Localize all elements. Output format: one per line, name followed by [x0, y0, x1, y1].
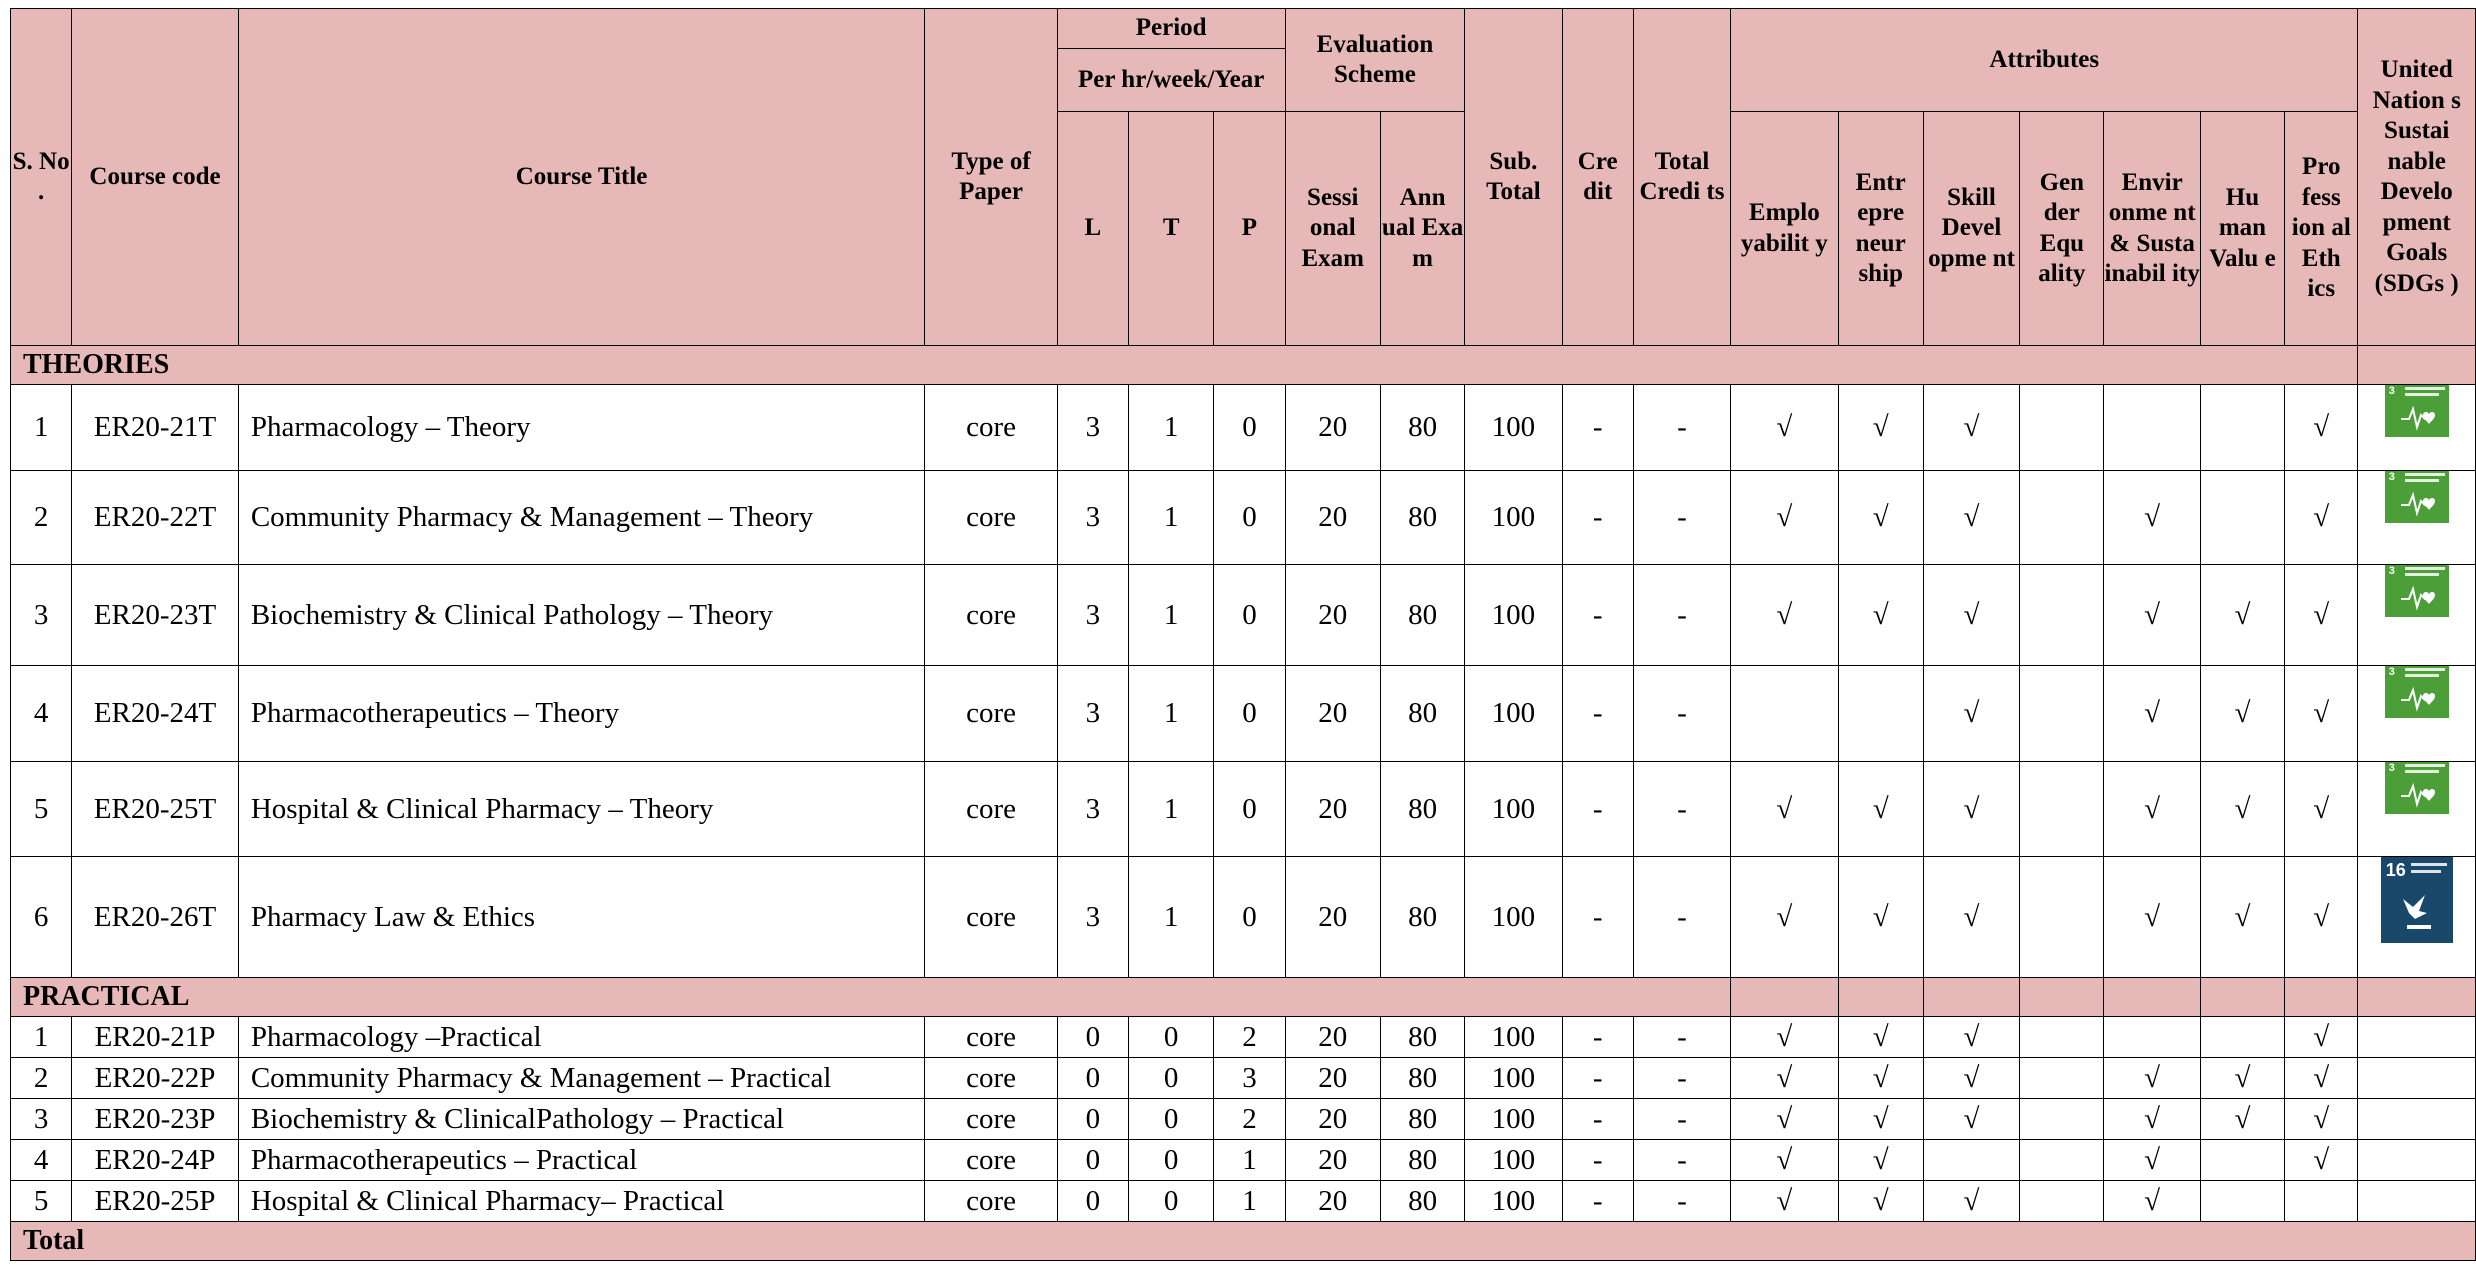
cell-employability: √ — [1731, 1181, 1838, 1222]
cell-sdg — [2358, 471, 2476, 565]
cell-sessional: 20 — [1285, 1058, 1380, 1099]
cell-employability: √ — [1731, 471, 1838, 565]
cell-course-code: ER20-23T — [72, 565, 239, 666]
cell-subtotal: 100 — [1465, 1058, 1562, 1099]
cell-p: 1 — [1214, 1181, 1285, 1222]
cell-sdg — [2358, 385, 2476, 471]
section-blank-cell — [2358, 346, 2476, 385]
cell-human-value: √ — [2200, 1099, 2284, 1140]
cell-environment: √ — [2104, 565, 2200, 666]
cell-entrepreneurship: √ — [1838, 1181, 1923, 1222]
cell-sessional: 20 — [1285, 1140, 1380, 1181]
cell-t: 0 — [1129, 1017, 1214, 1058]
cell-environment: √ — [2104, 1140, 2200, 1181]
cell-credit: - — [1562, 762, 1633, 857]
header-period: Period — [1057, 9, 1285, 49]
cell-environment: √ — [2104, 857, 2200, 978]
cell-professional-ethics: √ — [2285, 1058, 2358, 1099]
cell-type: core — [925, 471, 1057, 565]
cell-l: 0 — [1057, 1140, 1128, 1181]
cell-type: core — [925, 762, 1057, 857]
section-label-total: Total — [11, 1222, 2476, 1261]
cell-total-credits: - — [1633, 385, 1730, 471]
cell-gender-equality — [2020, 385, 2104, 471]
cell-employability: √ — [1731, 1017, 1838, 1058]
cell-sessional: 20 — [1285, 857, 1380, 978]
cell-course-title: Pharmacy Law & Ethics — [238, 857, 924, 978]
cell-annual: 80 — [1380, 565, 1464, 666]
cell-t: 1 — [1129, 471, 1214, 565]
cell-sno: 1 — [11, 385, 72, 471]
sdg-number: 16 — [2385, 860, 2406, 880]
cell-entrepreneurship: √ — [1838, 385, 1923, 471]
cell-entrepreneurship: √ — [1838, 762, 1923, 857]
cell-credit: - — [1562, 565, 1633, 666]
cell-sdg — [2358, 1058, 2476, 1099]
cell-l: 3 — [1057, 565, 1128, 666]
cell-course-title: Pharmacotherapeutics – Practical — [238, 1140, 924, 1181]
cell-entrepreneurship: √ — [1838, 857, 1923, 978]
cell-total-credits: - — [1633, 1099, 1730, 1140]
cell-gender-equality — [2020, 762, 2104, 857]
sdg-number: 3 — [2388, 565, 2395, 577]
cell-human-value: √ — [2200, 1058, 2284, 1099]
cell-environment — [2104, 385, 2200, 471]
cell-gender-equality — [2020, 1099, 2104, 1140]
cell-credit: - — [1562, 385, 1633, 471]
cell-course-title: Community Pharmacy & Management – Practical — [238, 1058, 924, 1099]
header-total-credits: Total Credi ts — [1633, 9, 1730, 346]
cell-t: 1 — [1129, 857, 1214, 978]
cell-professional-ethics: √ — [2285, 666, 2358, 762]
header-entrepreneurship: Entr epre neur ship — [1838, 112, 1923, 346]
cell-skill-development: √ — [1923, 1017, 2019, 1058]
cell-subtotal: 100 — [1465, 762, 1562, 857]
section-blank-cell — [2358, 978, 2476, 1017]
cell-l: 3 — [1057, 666, 1128, 762]
cell-skill-development: √ — [1923, 1099, 2019, 1140]
header-sessional-exam: Sessi onal Exam — [1285, 112, 1380, 346]
cell-gender-equality — [2020, 1017, 2104, 1058]
cell-entrepreneurship: √ — [1838, 1099, 1923, 1140]
cell-l: 0 — [1057, 1017, 1128, 1058]
cell-annual: 80 — [1380, 385, 1464, 471]
cell-sdg — [2358, 666, 2476, 762]
cell-p: 2 — [1214, 1017, 1285, 1058]
cell-environment: √ — [2104, 762, 2200, 857]
cell-annual: 80 — [1380, 1017, 1464, 1058]
cell-employability: √ — [1731, 1140, 1838, 1181]
cell-course-title: Hospital & Clinical Pharmacy– Practical — [238, 1181, 924, 1222]
table-row — [11, 471, 2476, 565]
header-course-code: Course code — [72, 9, 239, 346]
cell-annual: 80 — [1380, 666, 1464, 762]
cell-human-value — [2200, 1017, 2284, 1058]
cell-gender-equality — [2020, 857, 2104, 978]
header-gender-equality: Gen der Equ ality — [2020, 112, 2104, 346]
cell-l: 3 — [1057, 385, 1128, 471]
cell-total-credits: - — [1633, 1140, 1730, 1181]
cell-professional-ethics: √ — [2285, 1140, 2358, 1181]
cell-t: 1 — [1129, 762, 1214, 857]
cell-type: core — [925, 565, 1057, 666]
cell-t: 1 — [1129, 385, 1214, 471]
cell-type: core — [925, 385, 1057, 471]
header-environment-sustainability: Envir onme nt & Susta inabil ity — [2104, 112, 2200, 346]
cell-human-value — [2200, 385, 2284, 471]
cell-p: 3 — [1214, 1058, 1285, 1099]
sdg-3-good-health-icon — [2385, 471, 2449, 524]
header-evaluation-scheme: Evaluation Scheme — [1285, 9, 1465, 112]
cell-sdg — [2358, 1099, 2476, 1140]
cell-type: core — [925, 1181, 1057, 1222]
cell-sno: 2 — [11, 1058, 72, 1099]
cell-course-code: ER20-23P — [72, 1099, 239, 1140]
cell-credit: - — [1562, 471, 1633, 565]
cell-l: 3 — [1057, 762, 1128, 857]
cell-gender-equality — [2020, 1181, 2104, 1222]
cell-sno: 3 — [11, 565, 72, 666]
header-professional-ethics: Pro fess ion al Eth ics — [2285, 112, 2358, 346]
section-blank-cell — [2200, 978, 2284, 1017]
sdg-number: 3 — [2388, 762, 2395, 774]
cell-credit: - — [1562, 1140, 1633, 1181]
cell-human-value: √ — [2200, 857, 2284, 978]
header-l: L — [1057, 112, 1128, 346]
cell-total-credits: - — [1633, 857, 1730, 978]
cell-sno: 3 — [11, 1099, 72, 1140]
cell-t: 1 — [1129, 666, 1214, 762]
cell-total-credits: - — [1633, 666, 1730, 762]
cell-skill-development: √ — [1923, 385, 2019, 471]
cell-entrepreneurship — [1838, 666, 1923, 762]
cell-sno: 6 — [11, 857, 72, 978]
cell-subtotal: 100 — [1465, 1181, 1562, 1222]
cell-subtotal: 100 — [1465, 666, 1562, 762]
cell-annual: 80 — [1380, 1140, 1464, 1181]
cell-course-code: ER20-24T — [72, 666, 239, 762]
cell-p: 0 — [1214, 857, 1285, 978]
cell-course-title: Hospital & Clinical Pharmacy – Theory — [238, 762, 924, 857]
cell-professional-ethics: √ — [2285, 565, 2358, 666]
cell-sdg — [2358, 1181, 2476, 1222]
cell-l: 3 — [1057, 857, 1128, 978]
cell-employability: √ — [1731, 1058, 1838, 1099]
cell-professional-ethics: √ — [2285, 471, 2358, 565]
cell-credit: - — [1562, 1058, 1633, 1099]
cell-annual: 80 — [1380, 1181, 1464, 1222]
cell-total-credits: - — [1633, 1181, 1730, 1222]
cell-total-credits: - — [1633, 565, 1730, 666]
cell-entrepreneurship: √ — [1838, 471, 1923, 565]
cell-type: core — [925, 1140, 1057, 1181]
cell-annual: 80 — [1380, 1099, 1464, 1140]
cell-sno: 2 — [11, 471, 72, 565]
cell-entrepreneurship: √ — [1838, 565, 1923, 666]
cell-p: 0 — [1214, 565, 1285, 666]
cell-environment — [2104, 1017, 2200, 1058]
cell-p: 0 — [1214, 762, 1285, 857]
cell-skill-development: √ — [1923, 1181, 2019, 1222]
cell-skill-development: √ — [1923, 471, 2019, 565]
cell-gender-equality — [2020, 471, 2104, 565]
sdg-number: 3 — [2388, 471, 2395, 483]
cell-skill-development — [1923, 1140, 2019, 1181]
header-course-title: Course Title — [238, 9, 924, 346]
cell-p: 2 — [1214, 1099, 1285, 1140]
table-row — [11, 385, 2476, 471]
cell-course-code: ER20-25P — [72, 1181, 239, 1222]
table-body — [11, 346, 2476, 1261]
section-label-theories: THEORIES — [11, 346, 2358, 385]
table-row — [11, 666, 2476, 762]
cell-employability — [1731, 666, 1838, 762]
cell-course-title: Biochemistry & ClinicalPathology – Practical — [238, 1099, 924, 1140]
header-human-value: Hu man Valu e — [2200, 112, 2284, 346]
section-blank-cell — [2020, 978, 2104, 1017]
cell-t: 0 — [1129, 1058, 1214, 1099]
cell-type: core — [925, 857, 1057, 978]
cell-human-value: √ — [2200, 666, 2284, 762]
curriculum-table — [10, 8, 2476, 1261]
cell-professional-ethics: √ — [2285, 1017, 2358, 1058]
cell-employability: √ — [1731, 762, 1838, 857]
cell-type: core — [925, 1099, 1057, 1140]
section-row-theories — [11, 346, 2476, 385]
cell-course-code: ER20-21T — [72, 385, 239, 471]
cell-course-title: Pharmacology –Practical — [238, 1017, 924, 1058]
cell-entrepreneurship: √ — [1838, 1140, 1923, 1181]
header-employability: Emplo yabilit y — [1731, 112, 1838, 346]
cell-gender-equality — [2020, 666, 2104, 762]
cell-skill-development: √ — [1923, 1058, 2019, 1099]
cell-entrepreneurship: √ — [1838, 1058, 1923, 1099]
cell-type: core — [925, 666, 1057, 762]
cell-subtotal: 100 — [1465, 1099, 1562, 1140]
cell-professional-ethics: √ — [2285, 762, 2358, 857]
table-row — [11, 1140, 2476, 1181]
sdg-3-good-health-icon — [2385, 565, 2449, 618]
cell-course-code: ER20-26T — [72, 857, 239, 978]
cell-sessional: 20 — [1285, 762, 1380, 857]
cell-credit: - — [1562, 1017, 1633, 1058]
cell-gender-equality — [2020, 1140, 2104, 1181]
cell-p: 0 — [1214, 666, 1285, 762]
cell-entrepreneurship: √ — [1838, 1017, 1923, 1058]
cell-environment: √ — [2104, 1099, 2200, 1140]
sdg-3-good-health-icon — [2385, 666, 2449, 719]
cell-environment: √ — [2104, 1181, 2200, 1222]
cell-sno: 5 — [11, 1181, 72, 1222]
cell-human-value: √ — [2200, 762, 2284, 857]
cell-sessional: 20 — [1285, 385, 1380, 471]
cell-human-value — [2200, 1140, 2284, 1181]
cell-t: 0 — [1129, 1099, 1214, 1140]
section-blank-cell — [2285, 978, 2358, 1017]
cell-sdg — [2358, 565, 2476, 666]
section-label-practical: PRACTICAL — [11, 978, 1731, 1017]
cell-environment: √ — [2104, 666, 2200, 762]
cell-annual: 80 — [1380, 1058, 1464, 1099]
header-attributes: Attributes — [1731, 9, 2358, 112]
cell-sessional: 20 — [1285, 1099, 1380, 1140]
header-skill-development: Skill Devel opme nt — [1923, 112, 2019, 346]
cell-sessional: 20 — [1285, 471, 1380, 565]
cell-sno: 1 — [11, 1017, 72, 1058]
cell-subtotal: 100 — [1465, 1017, 1562, 1058]
cell-course-code: ER20-21P — [72, 1017, 239, 1058]
cell-subtotal: 100 — [1465, 385, 1562, 471]
cell-l: 0 — [1057, 1058, 1128, 1099]
header-p: P — [1214, 112, 1285, 346]
cell-sdg — [2358, 1140, 2476, 1181]
cell-employability: √ — [1731, 857, 1838, 978]
cell-skill-development: √ — [1923, 857, 2019, 978]
cell-p: 1 — [1214, 1140, 1285, 1181]
cell-subtotal: 100 — [1465, 1140, 1562, 1181]
cell-total-credits: - — [1633, 762, 1730, 857]
section-row-practical — [11, 978, 2476, 1017]
header-credit: Cre dit — [1562, 9, 1633, 346]
section-row-total — [11, 1222, 2476, 1261]
cell-l: 3 — [1057, 471, 1128, 565]
cell-total-credits: - — [1633, 471, 1730, 565]
table-row — [11, 565, 2476, 666]
cell-skill-development: √ — [1923, 666, 2019, 762]
section-blank-cell — [1731, 978, 1838, 1017]
cell-course-title: Pharmacology – Theory — [238, 385, 924, 471]
cell-sdg — [2358, 857, 2476, 978]
cell-environment: √ — [2104, 471, 2200, 565]
cell-t: 1 — [1129, 565, 1214, 666]
cell-professional-ethics: √ — [2285, 1099, 2358, 1140]
cell-t: 0 — [1129, 1140, 1214, 1181]
cell-human-value: √ — [2200, 565, 2284, 666]
cell-credit: - — [1562, 857, 1633, 978]
cell-p: 0 — [1214, 385, 1285, 471]
cell-gender-equality — [2020, 565, 2104, 666]
cell-course-title: Biochemistry & Clinical Pathology – Theory — [238, 565, 924, 666]
cell-credit: - — [1562, 1181, 1633, 1222]
cell-employability: √ — [1731, 385, 1838, 471]
cell-professional-ethics — [2285, 1181, 2358, 1222]
cell-sessional: 20 — [1285, 1017, 1380, 1058]
sdg-number: 3 — [2388, 385, 2395, 397]
cell-annual: 80 — [1380, 471, 1464, 565]
cell-credit: - — [1562, 1099, 1633, 1140]
cell-p: 0 — [1214, 471, 1285, 565]
cell-course-code: ER20-22T — [72, 471, 239, 565]
cell-skill-development: √ — [1923, 762, 2019, 857]
table-row — [11, 1181, 2476, 1222]
table-row — [11, 1099, 2476, 1140]
header-t: T — [1129, 112, 1214, 346]
cell-subtotal: 100 — [1465, 471, 1562, 565]
sdg-3-good-health-icon — [2385, 762, 2449, 815]
cell-sdg — [2358, 1017, 2476, 1058]
cell-sessional: 20 — [1285, 565, 1380, 666]
cell-skill-development: √ — [1923, 565, 2019, 666]
cell-sessional: 20 — [1285, 666, 1380, 762]
table-row — [11, 1058, 2476, 1099]
sdg-16-peace-justice-icon — [2381, 857, 2453, 944]
cell-sno: 4 — [11, 1140, 72, 1181]
cell-credit: - — [1562, 666, 1633, 762]
header-sub-total: Sub. Total — [1465, 9, 1562, 346]
cell-annual: 80 — [1380, 762, 1464, 857]
cell-course-code: ER20-25T — [72, 762, 239, 857]
cell-sessional: 20 — [1285, 1181, 1380, 1222]
cell-type: core — [925, 1017, 1057, 1058]
cell-professional-ethics: √ — [2285, 385, 2358, 471]
header-type-of-paper: Type of Paper — [925, 9, 1057, 346]
cell-annual: 80 — [1380, 857, 1464, 978]
cell-sno: 5 — [11, 762, 72, 857]
cell-gender-equality — [2020, 1058, 2104, 1099]
cell-course-code: ER20-22P — [72, 1058, 239, 1099]
header-sno: S. No . — [11, 9, 72, 346]
cell-subtotal: 100 — [1465, 857, 1562, 978]
cell-total-credits: - — [1633, 1017, 1730, 1058]
cell-subtotal: 100 — [1465, 565, 1562, 666]
cell-human-value — [2200, 1181, 2284, 1222]
table-row — [11, 1017, 2476, 1058]
sdg-number: 3 — [2388, 666, 2395, 678]
section-blank-cell — [1923, 978, 2019, 1017]
cell-total-credits: - — [1633, 1058, 1730, 1099]
cell-course-code: ER20-24P — [72, 1140, 239, 1181]
cell-type: core — [925, 1058, 1057, 1099]
header-per-hr: Per hr/week/Year — [1057, 49, 1285, 112]
cell-course-title: Community Pharmacy & Management – Theory — [238, 471, 924, 565]
cell-employability: √ — [1731, 1099, 1838, 1140]
header-annual-exam: Ann ual Exa m — [1380, 112, 1464, 346]
cell-professional-ethics: √ — [2285, 857, 2358, 978]
cell-course-title: Pharmacotherapeutics – Theory — [238, 666, 924, 762]
sdg-3-good-health-icon — [2385, 385, 2449, 438]
table-row — [11, 857, 2476, 978]
cell-sdg — [2358, 762, 2476, 857]
cell-sno: 4 — [11, 666, 72, 762]
cell-employability: √ — [1731, 565, 1838, 666]
cell-human-value — [2200, 471, 2284, 565]
cell-l: 0 — [1057, 1099, 1128, 1140]
header-un-sdg: United Nation s Sustai nable Develo pment Goals (SDGs ) — [2358, 9, 2476, 346]
cell-l: 0 — [1057, 1181, 1128, 1222]
cell-environment: √ — [2104, 1058, 2200, 1099]
section-blank-cell — [1838, 978, 1923, 1017]
cell-t: 0 — [1129, 1181, 1214, 1222]
table-row — [11, 762, 2476, 857]
section-blank-cell — [2104, 978, 2200, 1017]
